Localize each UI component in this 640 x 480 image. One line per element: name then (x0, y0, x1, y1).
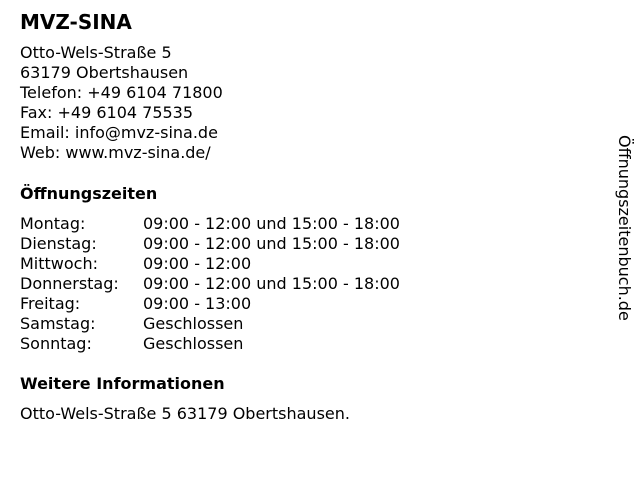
page-title: MVZ-SINA (20, 10, 132, 34)
site-watermark-label: Öffnungszeitenbuch.de (615, 135, 634, 321)
fax-line: Fax: +49 6104 75535 (20, 103, 194, 122)
opening-hours-heading: Öffnungszeiten (20, 184, 158, 203)
address-city: 63179 Obertshausen (20, 63, 189, 82)
hours-day: Freitag: (20, 294, 81, 313)
hours-time: 09:00 - 12:00 und 15:00 - 18:00 (143, 234, 400, 253)
contact-block (20, 43, 223, 163)
hours-day: Donnerstag: (20, 274, 119, 293)
hours-day: Mittwoch: (20, 254, 98, 273)
hours-day: Dienstag: (20, 234, 97, 253)
further-info-heading: Weitere Informationen (20, 374, 225, 393)
address-street: Otto-Wels-Straße 5 (20, 43, 172, 62)
hours-day: Sonntag: (20, 334, 92, 353)
email-line: Email: info@mvz-sina.de (20, 123, 218, 142)
hours-time: Geschlossen (143, 314, 244, 333)
hours-time: 09:00 - 13:00 (143, 294, 252, 313)
hours-day: Samstag: (20, 314, 96, 333)
hours-time: 09:00 - 12:00 (143, 254, 252, 273)
phone-line: Telefon: +49 6104 71800 (20, 83, 223, 102)
hours-time: 09:00 - 12:00 und 15:00 - 18:00 (143, 274, 400, 293)
web-line: Web: www.mvz-sina.de/ (20, 143, 211, 162)
hours-day: Montag: (20, 214, 86, 233)
hours-time: 09:00 - 12:00 und 15:00 - 18:00 (143, 214, 400, 233)
further-info-text: Otto-Wels-Straße 5 63179 Obertshausen. (20, 404, 350, 423)
hours-time: Geschlossen (143, 334, 244, 353)
